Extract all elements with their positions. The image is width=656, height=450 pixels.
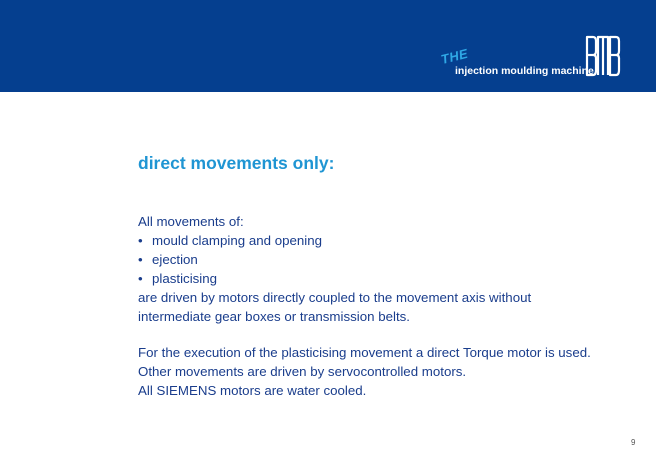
bullet-glyph: • bbox=[138, 252, 143, 267]
page-number: 9 bbox=[631, 438, 636, 447]
paragraph-line: intermediate gear boxes or transmission belts. bbox=[138, 309, 410, 324]
bullet-item bbox=[138, 231, 638, 250]
paragraph-line: All SIEMENS motors are water cooled. bbox=[138, 383, 367, 398]
slide-title: direct movements only: bbox=[138, 153, 335, 173]
bullet-glyph: • bbox=[138, 233, 143, 248]
bullet-glyph: • bbox=[138, 271, 143, 286]
paragraph-line: are driven by motors directly coupled to the movement axis without bbox=[138, 290, 532, 305]
bmb-logo-icon bbox=[585, 33, 621, 79]
paragraph-line: For the execution of the plasticising movement a direct Torque motor is used. bbox=[138, 345, 591, 360]
brand-tagline bbox=[439, 45, 594, 82]
bullet-text: ejection bbox=[152, 252, 198, 267]
paragraph-gap bbox=[138, 326, 638, 343]
paragraph-line: Other movements are driven by servocontrolled motors. bbox=[138, 364, 467, 379]
bullet-text: mould clamping and opening bbox=[152, 233, 323, 248]
bullet-item bbox=[138, 269, 638, 288]
bmb-logo bbox=[585, 33, 621, 79]
slide-body bbox=[138, 212, 638, 400]
tagline-prefix: THE bbox=[439, 45, 470, 67]
intro-line: All movements of: bbox=[138, 214, 244, 229]
bullet-item bbox=[138, 250, 638, 269]
tagline-text: injection moulding machine bbox=[455, 65, 594, 77]
bullet-text: plasticising bbox=[152, 271, 218, 286]
